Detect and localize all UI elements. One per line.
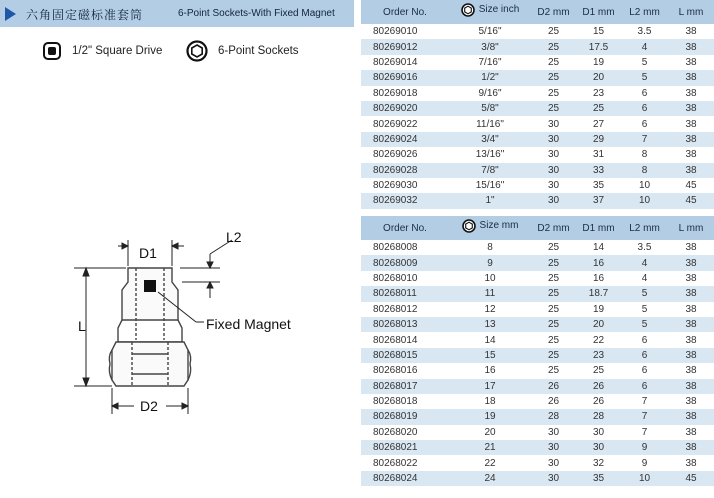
order-no-cell: 80268021 (361, 440, 449, 455)
size-cell: 5/8" (449, 101, 531, 116)
l2-cell: 6 (621, 101, 668, 116)
d2-cell: 30 (547, 426, 560, 438)
d2-cell: 25 (547, 272, 560, 284)
size-mm-label: Size mm (479, 220, 519, 232)
table-row (361, 178, 714, 193)
l2-cell: 5 (621, 70, 668, 85)
size-cell: 9/16" (478, 87, 502, 99)
l-cell: 38 (668, 348, 714, 363)
table-row (361, 379, 714, 394)
table-row (361, 348, 714, 363)
d1-cell: 37 (576, 193, 621, 208)
size-cell: 15/16" (475, 180, 505, 192)
d2-cell: 30 (531, 471, 576, 486)
table-row (361, 86, 714, 101)
table-row (361, 455, 714, 470)
col-d2: D2 mm (531, 0, 576, 24)
d2-cell: 30 (531, 440, 576, 455)
l2-cell: 8 (641, 149, 648, 161)
table-row (361, 193, 714, 208)
size-cell: 3/8" (449, 39, 531, 54)
table-row (361, 147, 714, 162)
d1-cell: 28 (576, 409, 621, 424)
l-cell: 38 (668, 286, 714, 301)
d2-cell: 26 (547, 396, 560, 408)
order-no-cell: 80268020 (373, 426, 418, 438)
l2-cell: 6 (641, 118, 648, 130)
d1-cell: 15 (592, 26, 605, 38)
d2-cell: 25 (547, 56, 560, 68)
l2-cell: 6 (621, 379, 668, 394)
order-no-cell: 80268008 (373, 242, 418, 254)
l-cell: 38 (685, 303, 697, 315)
l-cell: 38 (668, 39, 714, 54)
order-no-cell: 80268017 (361, 379, 449, 394)
l-cell: 38 (668, 409, 714, 424)
table-row (361, 255, 714, 270)
size-cell: 11/16" (476, 118, 504, 130)
size-inch-label: Size inch (478, 4, 520, 16)
l2-cell: 4 (641, 272, 648, 284)
l2-cell: 7 (641, 426, 648, 438)
d1-cell: 31 (592, 149, 605, 161)
l2-cell: 9 (621, 440, 668, 455)
order-no-cell: 80269032 (361, 193, 449, 208)
label-fixed-magnet: Fixed Magnet (206, 316, 291, 332)
play-arrow-icon (5, 7, 16, 21)
l2-cell: 10 (621, 471, 668, 486)
label-l: L (78, 318, 86, 334)
table-row (361, 24, 714, 39)
d1-cell: 27 (592, 118, 605, 130)
l-cell: 38 (685, 26, 697, 38)
l2-cell: 3.5 (637, 26, 652, 38)
l2-cell: 5 (621, 317, 668, 332)
table-row (361, 394, 714, 409)
table-row (361, 55, 714, 70)
l-cell: 38 (685, 334, 697, 346)
size-cell: 14 (484, 334, 496, 346)
l-cell: 45 (685, 180, 697, 192)
d1-cell: 18.7 (576, 286, 621, 301)
hex-socket-icon (462, 219, 476, 233)
d1-cell: 35 (576, 471, 621, 486)
d1-cell: 35 (592, 180, 605, 192)
order-no-cell: 80268014 (373, 334, 418, 346)
l2-cell: 8 (621, 163, 668, 178)
l2-cell: 5 (641, 303, 648, 315)
l2-cell: 7 (621, 409, 668, 424)
d1-cell: 26 (592, 396, 605, 408)
d1-cell: 26 (576, 379, 621, 394)
label-d2: D2 (140, 398, 158, 414)
order-no-cell: 80269014 (373, 56, 418, 68)
table-row (361, 240, 714, 255)
d2-cell: 25 (547, 334, 560, 346)
size-cell: 18 (484, 396, 496, 408)
order-no-cell: 80269030 (373, 180, 418, 192)
table-header-row (361, 0, 714, 24)
d2-cell: 30 (547, 149, 560, 161)
size-cell: 5/16" (478, 26, 502, 38)
order-no-cell: 80268018 (373, 396, 418, 408)
square-drive-icon (43, 42, 61, 60)
d1-cell: 20 (576, 317, 621, 332)
order-no-cell: 80269016 (361, 70, 449, 85)
d1-cell: 30 (592, 426, 605, 438)
d1-cell: 16 (576, 255, 621, 270)
col-l2: L2 mm (621, 216, 668, 240)
d2-cell: 25 (547, 365, 560, 377)
d1-cell: 30 (576, 440, 621, 455)
l-cell: 45 (668, 193, 714, 208)
l-cell: 38 (668, 440, 714, 455)
l2-cell: 5 (641, 56, 648, 68)
d2-cell: 26 (531, 379, 576, 394)
table-row (361, 163, 714, 178)
l-cell: 38 (685, 118, 697, 130)
size-cell: 8 (487, 242, 493, 254)
l2-cell: 10 (621, 193, 668, 208)
col-d2: D2 mm (531, 216, 576, 240)
d1-cell: 19 (592, 56, 605, 68)
l-cell: 38 (668, 101, 714, 116)
size-cell: 7/16" (478, 56, 502, 68)
l-cell: 38 (685, 242, 697, 254)
d2-cell: 25 (531, 348, 576, 363)
d2-cell: 25 (531, 70, 576, 85)
l-cell: 38 (685, 426, 697, 438)
table-row (361, 409, 714, 424)
l2-cell: 7 (641, 396, 648, 408)
table-row (361, 471, 714, 486)
order-no-cell: 80269024 (361, 132, 449, 147)
l-cell: 38 (685, 87, 697, 99)
order-no-cell: 80268012 (373, 303, 418, 315)
l-cell: 38 (685, 272, 697, 284)
l-cell: 38 (685, 396, 697, 408)
table-row (361, 425, 714, 440)
size-cell: 21 (449, 440, 531, 455)
d2-cell: 30 (531, 193, 576, 208)
order-no-cell: 80269018 (373, 87, 418, 99)
order-no-cell: 80269022 (373, 118, 418, 130)
d1-cell: 33 (576, 163, 621, 178)
size-cell: 13/16" (475, 149, 505, 161)
table-row (361, 332, 714, 347)
table-header-row (361, 216, 714, 240)
l2-cell: 5 (621, 286, 668, 301)
d1-cell: 23 (576, 348, 621, 363)
l2-cell: 6 (641, 365, 648, 377)
d2-cell: 30 (547, 180, 560, 192)
size-cell: 22 (484, 457, 496, 469)
order-no-cell: 80268009 (361, 255, 449, 270)
l-cell: 38 (668, 379, 714, 394)
order-no-cell: 80269012 (361, 39, 449, 54)
table-row (361, 101, 714, 116)
square-drive-label: 1/2" Square Drive (72, 45, 163, 57)
size-cell: 17 (449, 379, 531, 394)
l2-cell: 6 (641, 87, 648, 99)
size-cell: 7/8" (449, 163, 531, 178)
size-cell: 20 (484, 426, 496, 438)
size-cell: 11 (449, 286, 531, 301)
mm-size-table (361, 216, 714, 486)
inch-size-table (361, 0, 714, 209)
d2-cell: 30 (547, 457, 560, 469)
col-d1: D1 mm (576, 216, 621, 240)
d1-cell: 23 (592, 87, 605, 99)
table-row (361, 39, 714, 54)
header-bar (0, 0, 354, 27)
d1-cell: 19 (592, 303, 605, 315)
l-cell: 38 (685, 365, 697, 377)
l-cell: 38 (685, 149, 697, 161)
l-cell: 38 (668, 255, 714, 270)
col-d1: D1 mm (576, 0, 621, 24)
title-chinese: 六角固定磁标准套筒 (26, 8, 144, 22)
l2-cell: 4 (621, 255, 668, 270)
d1-cell: 29 (576, 132, 621, 147)
size-cell: 9 (449, 255, 531, 270)
l-cell: 45 (668, 471, 714, 486)
l-cell: 38 (668, 163, 714, 178)
d2-cell: 25 (547, 242, 560, 254)
l-cell: 38 (668, 132, 714, 147)
order-no-cell: 80268010 (373, 272, 418, 284)
order-no-cell: 80268015 (361, 348, 449, 363)
magnet-square-icon (144, 280, 156, 292)
order-no-cell: 80269010 (373, 26, 418, 38)
table-row (361, 271, 714, 286)
d1-cell: 20 (576, 70, 621, 85)
hex-socket-label: 6-Point Sockets (218, 45, 299, 57)
order-no-cell: 80268019 (361, 409, 449, 424)
l-cell: 38 (685, 457, 697, 469)
size-cell: 16 (484, 365, 496, 377)
col-l2: L2 mm (621, 0, 668, 24)
order-no-cell: 80269026 (373, 149, 418, 161)
col-order-no: Order No. (361, 0, 449, 24)
order-no-cell: 80269028 (361, 163, 449, 178)
hex-socket-icon (461, 3, 475, 17)
table-row (361, 132, 714, 147)
l2-cell: 4 (621, 39, 668, 54)
d2-cell: 25 (547, 87, 560, 99)
size-cell: 15 (449, 348, 531, 363)
l2-cell: 10 (638, 180, 651, 192)
d2-cell: 25 (531, 317, 576, 332)
hex-socket-icon (186, 40, 208, 62)
order-no-cell: 80268024 (361, 471, 449, 486)
col-order-no: Order No. (361, 216, 449, 240)
socket-drawing (60, 222, 310, 422)
col-l: L mm (668, 216, 714, 240)
l2-cell: 9 (641, 457, 648, 469)
d1-cell: 14 (592, 242, 605, 254)
l-cell: 38 (668, 317, 714, 332)
d2-cell: 30 (531, 132, 576, 147)
size-cell: 19 (449, 409, 531, 424)
l2-cell: 6 (641, 334, 648, 346)
table-row (361, 317, 714, 332)
table-row (361, 116, 714, 131)
label-l2: L2 (226, 229, 242, 245)
d1-cell: 17.5 (576, 39, 621, 54)
l2-cell: 3.5 (637, 242, 652, 254)
d2-cell: 25 (531, 39, 576, 54)
d2-cell: 30 (547, 118, 560, 130)
l-cell: 38 (685, 56, 697, 68)
order-no-cell: 80269020 (361, 101, 449, 116)
d2-cell: 25 (531, 101, 576, 116)
title-english: 6-Point Sockets-With Fixed Magnet (178, 8, 335, 19)
col-size-inch (449, 0, 531, 24)
d1-cell: 32 (592, 457, 605, 469)
col-l: L mm (668, 0, 714, 24)
table-row (361, 440, 714, 455)
size-cell: 3/4" (449, 132, 531, 147)
d2-cell: 25 (547, 26, 560, 38)
d2-cell: 30 (531, 163, 576, 178)
order-no-cell: 80268011 (361, 286, 449, 301)
d2-cell: 25 (531, 255, 576, 270)
table-row (361, 70, 714, 85)
l2-cell: 6 (621, 348, 668, 363)
d1-cell: 25 (592, 365, 605, 377)
d2-cell: 25 (531, 286, 576, 301)
size-cell: 1/2" (449, 70, 531, 85)
table-row (361, 363, 714, 378)
size-cell: 1" (449, 193, 531, 208)
order-no-cell: 80268016 (373, 365, 418, 377)
size-cell: 10 (484, 272, 496, 284)
size-cell: 24 (449, 471, 531, 486)
l-cell: 38 (668, 70, 714, 85)
table-row (361, 286, 714, 301)
d2-cell: 28 (531, 409, 576, 424)
col-size-mm (449, 216, 531, 240)
order-no-cell: 80268013 (361, 317, 449, 332)
d1-cell: 22 (592, 334, 605, 346)
table-row (361, 302, 714, 317)
d2-cell: 25 (547, 303, 560, 315)
d1-cell: 16 (592, 272, 605, 284)
d1-cell: 25 (576, 101, 621, 116)
label-d1: D1 (139, 245, 157, 261)
size-cell: 12 (484, 303, 496, 315)
size-cell: 13 (449, 317, 531, 332)
l2-cell: 7 (621, 132, 668, 147)
order-no-cell: 80268022 (373, 457, 418, 469)
